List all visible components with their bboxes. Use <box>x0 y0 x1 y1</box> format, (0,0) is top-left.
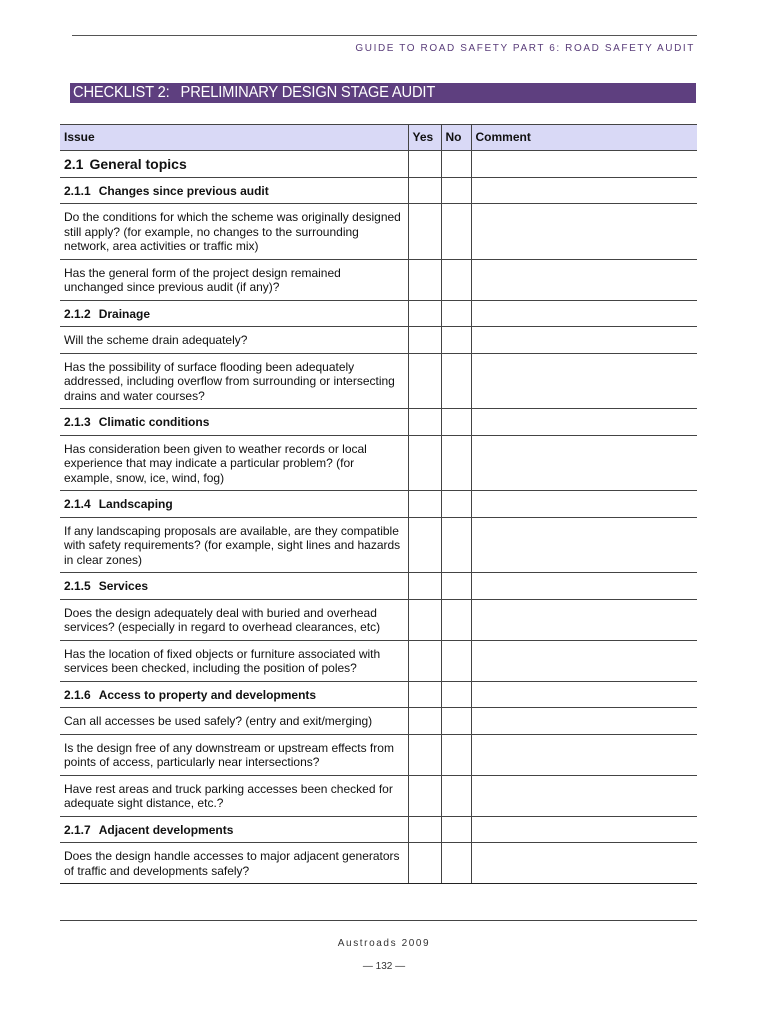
checklist-question: Will the scheme drain adequately? <box>60 327 408 354</box>
section-title: Access to property and developments <box>98 687 317 702</box>
checklist-body <box>60 151 697 884</box>
column-header-comment: Comment <box>471 125 697 151</box>
checklist-item-row <box>60 599 697 640</box>
no-cell <box>441 151 471 178</box>
footer-rule <box>60 920 697 921</box>
checklist-item-row <box>60 640 697 681</box>
checklist-item-row <box>60 204 697 260</box>
column-header-issue: Issue <box>60 125 408 151</box>
yes-cell[interactable] <box>408 435 441 491</box>
checklist-item-row <box>60 327 697 354</box>
yes-cell <box>408 816 441 843</box>
no-cell[interactable] <box>441 327 471 354</box>
table-header-row <box>60 125 697 151</box>
yes-cell[interactable] <box>408 259 441 300</box>
checklist-item-row <box>60 708 697 735</box>
checklist-item-row <box>60 435 697 491</box>
section-heading <box>60 409 408 436</box>
yes-cell[interactable] <box>408 708 441 735</box>
checklist-item-row <box>60 843 697 884</box>
comment-cell[interactable] <box>471 327 697 354</box>
yes-cell <box>408 300 441 327</box>
checklist-question: Does the design adequately deal with buried and overhead services? (especially in regard to overhead clearances, etc) <box>60 599 408 640</box>
no-cell <box>441 300 471 327</box>
comment-cell <box>471 816 697 843</box>
topic-row <box>60 151 697 178</box>
checklist-question: Has the general form of the project design remained unchanged since previous audit (if any)? <box>60 259 408 300</box>
no-cell <box>441 409 471 436</box>
section-heading <box>60 491 408 518</box>
no-cell[interactable] <box>441 353 471 409</box>
section-row <box>60 491 697 518</box>
yes-cell[interactable] <box>408 843 441 884</box>
section-title: Landscaping <box>98 497 173 511</box>
yes-cell[interactable] <box>408 517 441 573</box>
no-cell[interactable] <box>441 517 471 573</box>
no-cell[interactable] <box>441 708 471 735</box>
column-header-no: No <box>441 125 471 151</box>
comment-cell[interactable] <box>471 775 697 816</box>
page-number: — 132 — <box>362 961 406 972</box>
checklist-question: Has the location of fixed objects or furniture associated with services been checked, including the position of poles? <box>60 640 408 681</box>
section-row <box>60 177 697 204</box>
checklist-table <box>60 124 697 884</box>
no-cell[interactable] <box>441 259 471 300</box>
section-number: 2.1.7 <box>64 822 91 837</box>
section-number: 2.1.2 <box>64 306 91 321</box>
comment-cell[interactable] <box>471 599 697 640</box>
checklist-question: Is the design free of any downstream or upstream effects from points of access, particularly near intersections? <box>60 734 408 775</box>
section-heading <box>60 177 408 204</box>
comment-cell <box>471 300 697 327</box>
comment-cell <box>471 491 697 518</box>
header-rule <box>72 35 697 36</box>
section-number: 2.1.6 <box>64 687 91 702</box>
checklist-question: Has the possibility of surface flooding been adequately addressed, including overflow from surrounding or intersecting drains and water courses? <box>60 353 408 409</box>
yes-cell[interactable] <box>408 734 441 775</box>
no-cell[interactable] <box>441 775 471 816</box>
checklist-question: Have rest areas and truck parking accesses been checked for adequate sight distance, etc.? <box>60 775 408 816</box>
no-cell <box>441 491 471 518</box>
comment-cell <box>471 177 697 204</box>
section-title: Changes since previous audit <box>98 183 269 198</box>
yes-cell <box>408 491 441 518</box>
checklist-question: Does the design handle accesses to major adjacent generators of traffic and developments safely? <box>60 843 408 884</box>
checklist-title: PRELIMINARY DESIGN STAGE AUDIT <box>180 84 436 101</box>
yes-cell[interactable] <box>408 599 441 640</box>
no-cell <box>441 816 471 843</box>
checklist-question: Do the conditions for which the scheme was originally designed still apply? (for example, no changes to the surrounding network, area activities or traffic mix) <box>60 204 408 260</box>
comment-cell[interactable] <box>471 353 697 409</box>
section-title: Adjacent developments <box>98 822 234 837</box>
yes-cell[interactable] <box>408 204 441 260</box>
yes-cell[interactable] <box>408 640 441 681</box>
yes-cell[interactable] <box>408 353 441 409</box>
column-header-yes: Yes <box>408 125 441 151</box>
section-heading <box>60 573 408 600</box>
section-row <box>60 681 697 708</box>
section-title: Climatic conditions <box>98 415 210 429</box>
yes-cell <box>408 573 441 600</box>
no-cell[interactable] <box>441 843 471 884</box>
footer-organisation: Austroads 2009 <box>337 938 431 949</box>
comment-cell[interactable] <box>471 517 697 573</box>
comment-cell[interactable] <box>471 708 697 735</box>
running-header: GUIDE TO ROAD SAFETY PART 6: ROAD SAFETY AUDIT <box>355 43 695 54</box>
no-cell[interactable] <box>441 734 471 775</box>
comment-cell <box>471 573 697 600</box>
section-number: 2.1.3 <box>64 415 91 429</box>
comment-cell[interactable] <box>471 843 697 884</box>
checklist-item-row <box>60 353 697 409</box>
checklist-banner <box>70 83 696 103</box>
checklist-number: CHECKLIST 2: <box>73 84 170 101</box>
comment-cell <box>471 151 697 178</box>
section-title: Services <box>98 579 149 593</box>
no-cell[interactable] <box>441 599 471 640</box>
section-heading <box>60 300 408 327</box>
checklist-item-row <box>60 734 697 775</box>
checklist-question: Can all accesses be used safely? (entry and exit/merging) <box>60 708 408 735</box>
no-cell[interactable] <box>441 640 471 681</box>
comment-cell[interactable] <box>471 259 697 300</box>
section-title: Drainage <box>98 306 151 321</box>
section-row <box>60 300 697 327</box>
yes-cell <box>408 151 441 178</box>
comment-cell <box>471 409 697 436</box>
no-cell <box>441 177 471 204</box>
no-cell <box>441 573 471 600</box>
no-cell <box>441 681 471 708</box>
yes-cell[interactable] <box>408 327 441 354</box>
section-row <box>60 573 697 600</box>
comment-cell[interactable] <box>471 734 697 775</box>
comment-cell[interactable] <box>471 435 697 491</box>
yes-cell <box>408 177 441 204</box>
section-number: 2.1.5 <box>64 579 91 593</box>
no-cell[interactable] <box>441 435 471 491</box>
no-cell[interactable] <box>441 204 471 260</box>
checklist-question: If any landscaping proposals are available, are they compatible with safety requirements? (for example, sight lines and hazards in clear zones) <box>60 517 408 573</box>
comment-cell[interactable] <box>471 640 697 681</box>
comment-cell <box>471 681 697 708</box>
topic-title: General topics <box>89 156 187 172</box>
section-heading <box>60 681 408 708</box>
comment-cell[interactable] <box>471 204 697 260</box>
section-row <box>60 816 697 843</box>
topic-heading <box>60 151 408 178</box>
section-number: 2.1.4 <box>64 497 91 511</box>
checklist-item-row <box>60 517 697 573</box>
checklist-item-row <box>60 775 697 816</box>
section-row <box>60 409 697 436</box>
section-heading <box>60 816 408 843</box>
yes-cell[interactable] <box>408 775 441 816</box>
yes-cell <box>408 681 441 708</box>
section-number: 2.1.1 <box>64 183 91 198</box>
checklist-item-row <box>60 259 697 300</box>
checklist-question: Has consideration been given to weather records or local experience that may indicate a particular problem? (for example, snow, ice, wind, fog) <box>60 435 408 491</box>
topic-number: 2.1 <box>64 156 84 172</box>
yes-cell <box>408 409 441 436</box>
